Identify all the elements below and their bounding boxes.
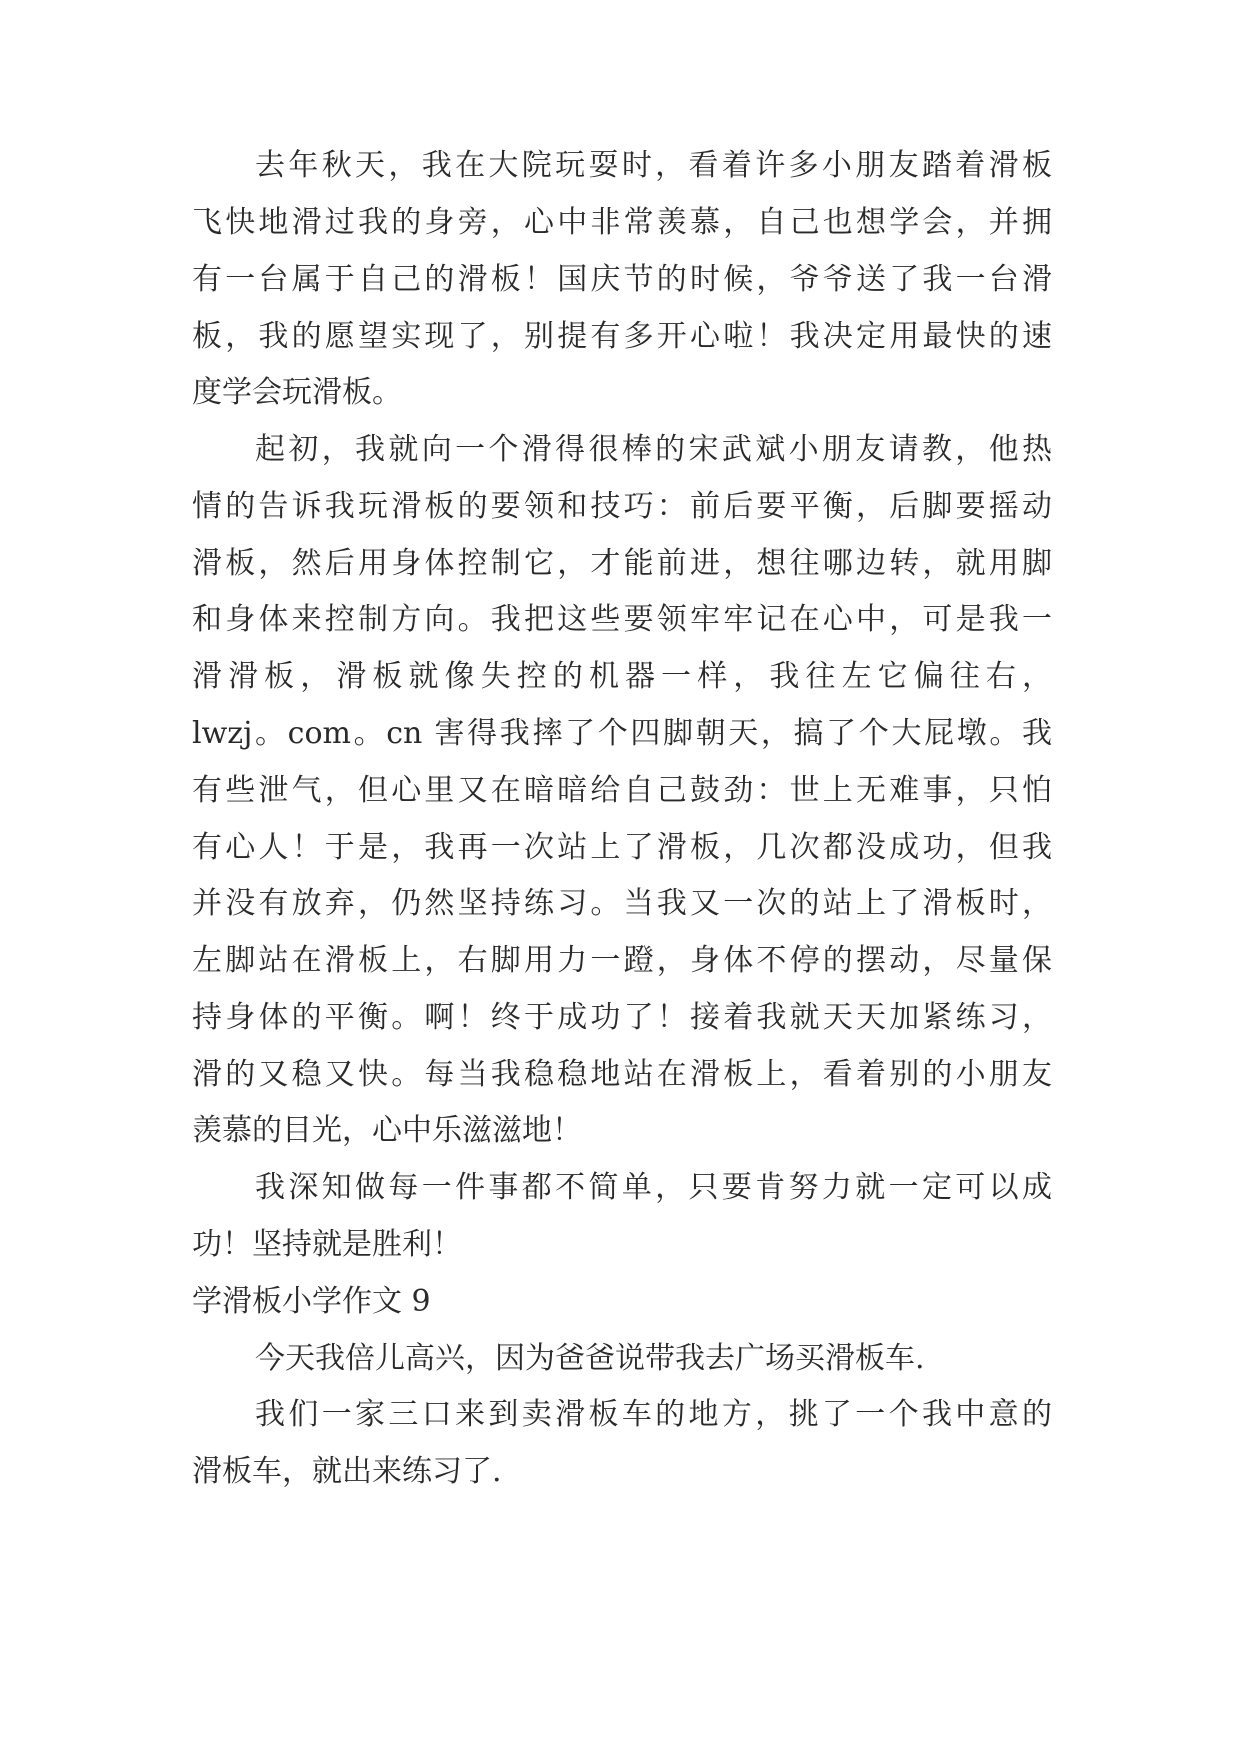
text-line: 我深知做每一件事都不简单，只要肯努力就一定可以成: [255, 1170, 1052, 1205]
text-line: 左脚站在滑板上，右脚用力一蹬，身体不停的摆动，尽量保: [192, 943, 1052, 978]
text-line: 板，我的愿望实现了，别提有多开心啦！我决定用最快的速: [192, 319, 1052, 354]
text-line: 度学会玩滑板。: [192, 375, 402, 410]
text-line: 持身体的平衡。啊！终于成功了！接着我就天天加紧练习，: [192, 1000, 1052, 1035]
text-line: 羡慕的目光，心中乐滋滋地！: [192, 1113, 582, 1148]
text-line: 有心人！于是，我再一次站上了滑板，几次都没成功，但我: [192, 830, 1052, 865]
text-line: 有些泄气，但心里又在暗暗给自己鼓劲：世上无难事，只怕: [192, 773, 1052, 808]
text-line: 滑的又稳又快。每当我稳稳地站在滑板上，看着别的小朋友: [192, 1057, 1052, 1092]
text-line: 今天我倍儿高兴，因为爸爸说带我去广场买滑板车.: [255, 1341, 925, 1376]
section-heading: 学滑板小学作文 9: [192, 1284, 431, 1319]
text-line: 和身体来控制方向。我把这些要领牢牢记在心中，可是我一: [192, 602, 1052, 637]
text-line: 起初，我就向一个滑得很棒的宋武斌小朋友请教，他热: [255, 432, 1052, 467]
text-line: lwzj。com。cn 害得我摔了个四脚朝天，搞了个大屁墩。我: [192, 716, 1052, 751]
text-line: 我们一家三口来到卖滑板车的地方，挑了一个我中意的: [255, 1397, 1052, 1432]
text-line: 滑板，然后用身体控制它，才能前进，想往哪边转，就用脚: [192, 546, 1052, 581]
text-line: 滑滑板，滑板就像失控的机器一样，我往左它偏往右，: [192, 659, 1052, 694]
text-line: 功！坚持就是胜利！: [192, 1227, 462, 1262]
text-line: 去年秋天，我在大院玩耍时，看着许多小朋友踏着滑板: [255, 148, 1052, 183]
text-line: 并没有放弃，仍然坚持练习。当我又一次的站上了滑板时，: [192, 886, 1052, 921]
text-line: 滑板车，就出来练习了.: [192, 1454, 502, 1489]
text-line: 有一台属于自己的滑板！国庆节的时候，爷爷送了我一台滑: [192, 262, 1052, 297]
text-line: 飞快地滑过我的身旁，心中非常羡慕，自己也想学会，并拥: [192, 205, 1052, 240]
text-line: 情的告诉我玩滑板的要领和技巧：前后要平衡，后脚要摇动: [192, 489, 1052, 524]
